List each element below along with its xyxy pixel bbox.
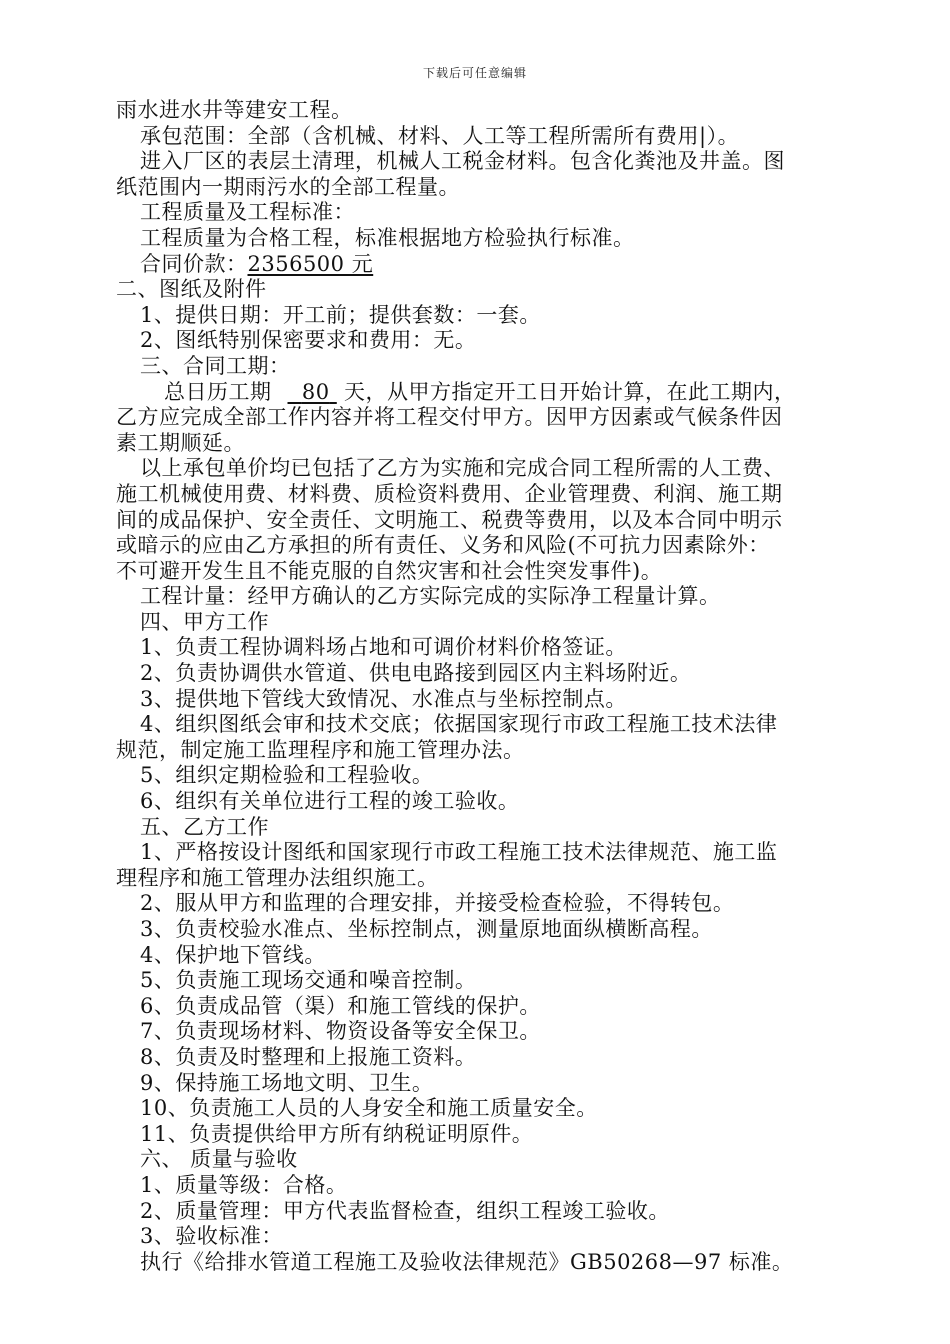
contract-price-value: 2356500 元 <box>247 251 374 276</box>
duration-line <box>116 380 862 406</box>
duration-prefix: 总日历工期 <box>164 379 272 404</box>
duration-days: 80 <box>301 379 330 404</box>
duration-suffix: 天，从甲方指定开工日开始计算，在此工期内， <box>336 379 796 404</box>
text-line: 3、验收标准： <box>140 1224 283 1249</box>
text-line: 以上承包单价均已包括了乙方为实施和完成合同工程所需的人工费、 <box>140 456 785 481</box>
text-line: 6、负责成品管（渠）和施工管线的保护。 <box>140 993 541 1018</box>
text-line: 素工期顺延。 <box>116 430 245 455</box>
page-header-note: 下载后可任意编辑 <box>422 66 527 80</box>
section-heading: 四、甲方工作 <box>140 609 269 634</box>
text-line: 7、负责现场材料、物资设备等安全保卫。 <box>140 1019 541 1044</box>
text-line: 3、提供地下管线大致情况、水准点与坐标控制点。 <box>140 686 627 711</box>
contract-price-label: 合同价款： <box>140 251 248 276</box>
text-line: 2、负责协调供水管道、供电电路接到园区内主料场附近。 <box>140 661 692 686</box>
text-line: 4、组织图纸会审和技术交底；依据国家现行市政工程施工技术法律 <box>140 712 778 737</box>
section-heading: 六、 质量与验收 <box>140 1147 298 1172</box>
text-line: 进入厂区的表层土清理，机械人工税金材料。包含化粪池及井盖。图 <box>140 149 785 174</box>
text-line: 施工机械使用费、材料费、质检资料费用、企业管理费、利润、施工期 <box>116 481 783 506</box>
text-line: 承包范围：全部（含机械、材料、人工等工程所需所有费用|）。 <box>140 123 740 148</box>
text-line: 5、负责施工现场交通和噪音控制。 <box>140 968 477 993</box>
text-line: 2、质量管理：甲方代表监督检查，组织工程竣工验收。 <box>140 1198 670 1223</box>
text-line: 乙方应完成全部工作内容并将工程交付甲方。因甲方因素或气候条件因 <box>116 405 783 430</box>
text-line: 执行《给排水管道工程施工及验收法律规范》GB50268—97 标准。 <box>140 1249 794 1274</box>
text-line: 雨水进水井等建安工程。 <box>116 98 353 122</box>
text-line: 8、负责及时整理和上报施工资料。 <box>140 1044 477 1069</box>
text-line: 纸范围内一期雨污水的全部工程量。 <box>116 174 460 199</box>
text-line: 理程序和施工管理办法组织施工。 <box>116 865 439 890</box>
text-line: 1、负责工程协调料场占地和可调价材料价格签证。 <box>140 635 627 660</box>
text-line: 9、保持施工场地文明、卫生。 <box>140 1070 434 1095</box>
text-line: 或暗示的应由乙方承担的所有责任、义务和风险(不可抗力因素除外： <box>116 533 770 558</box>
text-line: 2、服从甲方和监理的合理安排，并接受检查检验，不得转包。 <box>140 891 735 916</box>
text-line: 工程计量：经甲方确认的乙方实际完成的实际净工程量计算。 <box>140 584 721 609</box>
section-heading: 五、乙方工作 <box>140 814 269 839</box>
document-body <box>116 98 862 1275</box>
text-line: 工程质量为合格工程，标准根据地方检验执行标准。 <box>140 225 635 250</box>
text-line: 工程质量及工程标准： <box>140 200 355 225</box>
text-line: 规范，制定施工监理程序和施工管理办法。 <box>116 737 525 762</box>
text-line: 1、质量等级：合格。 <box>140 1172 348 1197</box>
text-line: 2、图纸特别保密要求和费用：无。 <box>140 328 477 353</box>
text-line: 1、严格按设计图纸和国家现行市政工程施工技术法律规范、施工监 <box>140 840 778 865</box>
section-heading: 二、图纸及附件 <box>116 277 267 302</box>
text-line: 间的成品保护、安全责任、文明施工、税费等费用，以及本合同中明示 <box>116 507 783 532</box>
contract-price-line <box>116 252 862 278</box>
text-line: 4、保护地下管线。 <box>140 942 326 967</box>
text-line: 3、负责校验水准点、坐标控制点，测量原地面纵横断高程。 <box>140 917 713 941</box>
text-line: 6、组织有关单位进行工程的竣工验收。 <box>140 789 520 814</box>
text-line: 不可避开发生且不能克服的自然灾害和社会性突发事件)。 <box>116 558 663 583</box>
text-line: 10、负责施工人员的人身安全和施工质量安全。 <box>140 1096 598 1121</box>
section-heading: 三、合同工期： <box>140 353 291 378</box>
text-line: 5、组织定期检验和工程验收。 <box>140 763 434 788</box>
text-line: 1、提供日期：开工前；提供套数：一套。 <box>140 302 541 327</box>
text-line: 11、负责提供给甲方所有纳税证明原件。 <box>140 1121 534 1146</box>
